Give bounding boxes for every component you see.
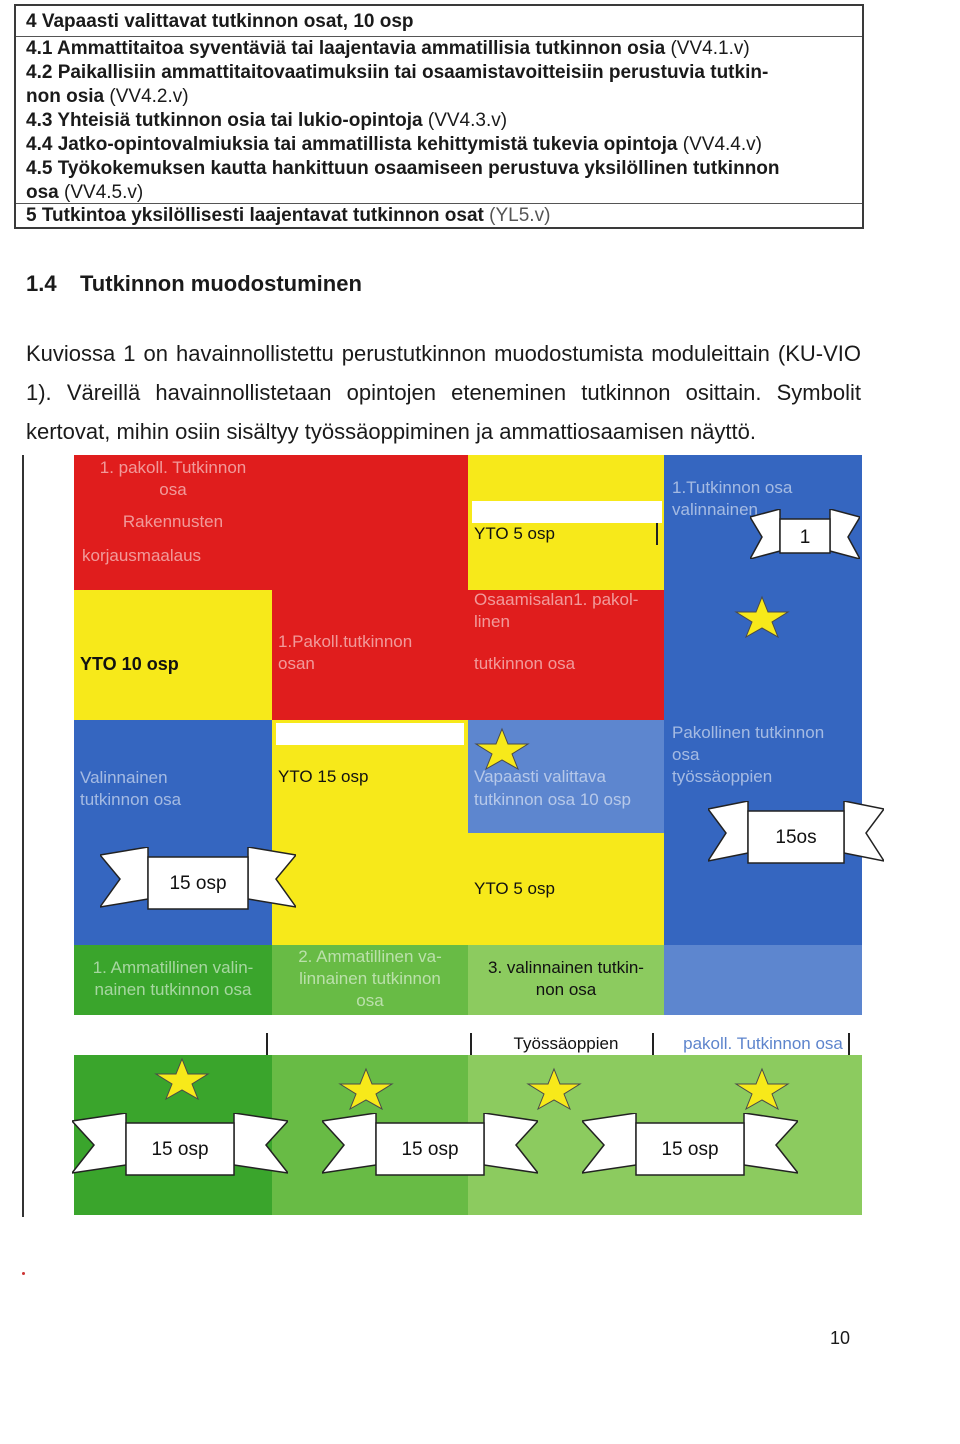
table-row-main: 4 Vapaasti valittavat tutkinnon osat, 10 osp bbox=[26, 11, 414, 32]
curriculum-table bbox=[14, 4, 864, 229]
star-icon bbox=[526, 1067, 582, 1111]
table-row-4-4: 4.4 Jatko-opintovalmiuksia tai ammatillista kehittymistä tukevia opintoja (VV4.4.v) bbox=[26, 134, 762, 155]
star-icon bbox=[338, 1067, 394, 1111]
star-icon bbox=[154, 1057, 210, 1101]
section-number: 1.4 bbox=[26, 271, 57, 296]
divider bbox=[652, 1033, 654, 1055]
label: linnainen tutkinnon bbox=[299, 969, 441, 988]
section-title: Tutkinnon muodostuminen bbox=[80, 271, 362, 296]
label-pakoll-osa: pakoll. Tutkinnon osa bbox=[683, 1034, 843, 1053]
label: 1. pakoll. Tutkinnon bbox=[99, 458, 247, 477]
divider bbox=[848, 1033, 850, 1055]
label: linen bbox=[474, 612, 510, 631]
section-heading bbox=[26, 271, 362, 297]
divider bbox=[266, 1033, 268, 1055]
label: osa bbox=[356, 991, 384, 1010]
degree-structure-figure bbox=[22, 455, 862, 1217]
ribbon-bottom-2 bbox=[322, 1113, 538, 1177]
label: 1.Pakoll.tutkinnon bbox=[278, 632, 413, 651]
star-icon bbox=[734, 595, 790, 639]
ribbon-bottom-3 bbox=[582, 1113, 798, 1177]
star-icon bbox=[734, 1067, 790, 1111]
table-row-4-5-cont: osa (VV4.5.v) bbox=[26, 182, 144, 203]
stray-mark bbox=[22, 1272, 25, 1275]
label: tutkinnon osa bbox=[80, 790, 182, 809]
label: valinnainen bbox=[672, 500, 759, 519]
label-yto15: YTO 15 osp bbox=[278, 767, 369, 786]
label: Osaamisalan1. pakol- bbox=[474, 590, 639, 609]
label: Pakollinen tutkinnon bbox=[672, 723, 825, 742]
page-number: 10 bbox=[830, 1328, 851, 1348]
label-valinnainen-3: 3. valinnainen tutkin- bbox=[488, 958, 644, 977]
label: 2. Ammatillinen va- bbox=[298, 947, 442, 966]
label-yto10: YTO 10 osp bbox=[80, 654, 179, 674]
body-paragraph: Kuviossa 1 on havainnollistettu perustutkinnon muodostumista moduleittain (KU-VIO 1). Väreillä havainnollistetaan opintojen eteneminen tutkinnon osittain. Symbolit kertovat, mihin osiin sisältyy työssäoppiminen ja ammattiosaamisen näyttö. bbox=[26, 341, 861, 444]
label: osan bbox=[278, 654, 315, 673]
label: Rakennusten bbox=[122, 512, 224, 531]
label: Vapaasti valittava bbox=[474, 767, 606, 786]
table-row-4-1: 4.1 Ammattitaitoa syventäviä tai laajentavia ammatillisia tutkinnon osia (VV4.1.v) bbox=[26, 38, 750, 59]
ribbon-bottom-3-text: 15 osp bbox=[661, 1139, 719, 1160]
label-valinnainen-3-cont: non osa bbox=[535, 980, 597, 999]
figure-left-strip bbox=[22, 455, 74, 1217]
label: tutkinnon osa bbox=[474, 654, 576, 673]
label-yto5-mid: YTO 5 osp bbox=[474, 879, 555, 898]
table-row-4-2: 4.2 Paikallisiin ammattitaitovaatimuksiin tai osaamistavoitteisiin perustuvia tutkin- bbox=[26, 62, 769, 83]
ribbon-1-text: 1 bbox=[799, 527, 811, 548]
white-band bbox=[276, 723, 464, 745]
star-icon bbox=[474, 727, 530, 771]
label: tutkinnon osa 10 osp bbox=[474, 790, 631, 809]
label-yto5-top: YTO 5 osp bbox=[474, 524, 555, 543]
label: Valinnainen bbox=[80, 768, 168, 787]
table-row-4-5: 4.5 Työkokemuksen kautta hankittuun osaamiseen perustuva yksilöllinen tutkinnon bbox=[26, 158, 780, 179]
label: nainen tutkinnon osa bbox=[94, 980, 252, 999]
cell-valinnainen-blue-2 bbox=[74, 720, 272, 945]
divider bbox=[656, 523, 658, 545]
ribbon-15osp-mid-text: 15 osp bbox=[169, 873, 227, 894]
table-row-4-2-cont: non osia (VV4.2.v) bbox=[26, 86, 189, 107]
ribbon-15osp-mid bbox=[100, 847, 296, 911]
ribbon-15os-text: 15os bbox=[775, 827, 817, 848]
ribbon-1 bbox=[750, 509, 860, 559]
table-row-4-3: 4.3 Yhteisiä tutkinnon osia tai lukio-opintoja (VV4.3.v) bbox=[26, 110, 508, 131]
cell-pakollinen-red-2 bbox=[272, 455, 468, 720]
table-row-last: 5 Tutkintoa yksilöllisesti laajentavat tutkinnon osat (YL5.v) bbox=[26, 205, 551, 226]
cell-blue-4 bbox=[664, 945, 862, 1015]
label: osa bbox=[159, 480, 187, 499]
ribbon-bottom-2-text: 15 osp bbox=[401, 1139, 459, 1160]
divider bbox=[470, 1033, 472, 1055]
label: työssäoppien bbox=[672, 767, 773, 786]
ribbon-bottom-1-text: 15 osp bbox=[151, 1139, 209, 1160]
white-band bbox=[472, 501, 662, 523]
label: osa bbox=[672, 745, 700, 764]
ribbon-bottom-1 bbox=[72, 1113, 288, 1177]
label-tyossaoppien: Työssäoppien bbox=[513, 1034, 619, 1053]
cell-yto15-yellow bbox=[272, 720, 468, 945]
label: 1. Ammatillinen valin- bbox=[92, 958, 254, 977]
label: korjausmaalaus bbox=[82, 546, 202, 565]
label: 1.Tutkinnon osa bbox=[672, 478, 793, 497]
ribbon-15os bbox=[708, 801, 884, 865]
